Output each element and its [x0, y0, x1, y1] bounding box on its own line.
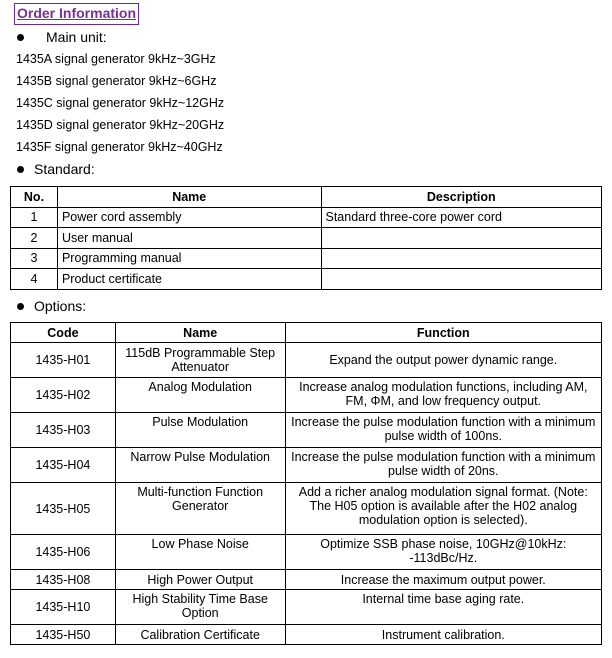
- table-cell: Add a richer analog modulation signal format. (Note: The H05 option is available after the H02 analog modulation option is selected).: [285, 483, 601, 535]
- column-header: Description: [321, 187, 602, 208]
- table-cell: Narrow Pulse Modulation: [115, 448, 285, 483]
- table-header-row: [11, 323, 602, 343]
- table-cell: [321, 228, 602, 249]
- table-row: [11, 590, 602, 625]
- table-cell: 1435-H50: [11, 625, 116, 645]
- options-heading: [14, 297, 86, 315]
- table-cell: Expand the output power dynamic range.: [285, 343, 601, 378]
- model-item: 1435A signal generator 9kHz~3GHz: [16, 52, 216, 66]
- table-cell: Programming manual: [57, 248, 321, 269]
- table-cell: Increase the maximum output power.: [285, 570, 601, 590]
- standard-heading: [14, 160, 95, 178]
- main-unit-heading: [14, 28, 107, 46]
- options-table: [10, 322, 602, 645]
- table-cell: 1435-H10: [11, 590, 116, 625]
- table-row: [11, 228, 602, 249]
- table-row: [11, 378, 602, 413]
- table-cell: 1435-H06: [11, 535, 116, 570]
- table-row: [11, 207, 602, 228]
- bullet-icon: [17, 166, 24, 173]
- page-title: Order Information: [14, 3, 139, 25]
- model-item: 1435D signal generator 9kHz~20GHz: [16, 118, 225, 132]
- model-item: 1435C signal generator 9kHz~12GHz: [16, 96, 225, 110]
- table-cell: Instrument calibration.: [285, 625, 601, 645]
- column-header: Code: [11, 323, 116, 343]
- table-cell: Power cord assembly: [57, 207, 321, 228]
- table-row: [11, 448, 602, 483]
- table-cell: 1435-H04: [11, 448, 116, 483]
- table-cell: Product certificate: [57, 269, 321, 290]
- bullet-icon: [17, 34, 24, 41]
- table-cell: 3: [11, 248, 58, 269]
- table-cell: Increase the pulse modulation function with a minimum pulse width of 100ns.: [285, 413, 601, 448]
- table-row: [11, 248, 602, 269]
- bullet-icon: [17, 303, 24, 310]
- table-row: [11, 343, 602, 378]
- table-row: [11, 535, 602, 570]
- table-cell: Optimize SSB phase noise, 10GHz@10kHz: -113dBc/Hz.: [285, 535, 601, 570]
- table-cell: 1435-H01: [11, 343, 116, 378]
- table-cell: 1435-H03: [11, 413, 116, 448]
- column-header: No.: [11, 187, 58, 208]
- table-cell: Low Phase Noise: [115, 535, 285, 570]
- table-cell: User manual: [57, 228, 321, 249]
- table-cell: [321, 269, 602, 290]
- table-cell: 1435-H05: [11, 483, 116, 535]
- standard-label: Standard:: [34, 161, 95, 177]
- main-unit-label: Main unit:: [46, 29, 107, 45]
- model-item: 1435B signal generator 9kHz~6GHz: [16, 74, 217, 88]
- table-cell: [321, 248, 602, 269]
- table-cell: 1435-H02: [11, 378, 116, 413]
- table-row: [11, 483, 602, 535]
- table-row: [11, 570, 602, 590]
- table-row: [11, 269, 602, 290]
- model-item: 1435F signal generator 9kHz~40GHz: [16, 140, 223, 154]
- options-label: Options:: [34, 298, 87, 314]
- table-cell: 1435-H08: [11, 570, 116, 590]
- table-row: [11, 413, 602, 448]
- table-cell: Pulse Modulation: [115, 413, 285, 448]
- table-row: [11, 625, 602, 645]
- table-cell: Analog Modulation: [115, 378, 285, 413]
- table-cell: 2: [11, 228, 58, 249]
- table-header-row: [11, 187, 602, 208]
- table-cell: 1: [11, 207, 58, 228]
- column-header: Name: [57, 187, 321, 208]
- standard-table: [10, 186, 602, 290]
- table-cell: High Stability Time Base Option: [115, 590, 285, 625]
- table-cell: Internal time base aging rate.: [285, 590, 601, 625]
- table-cell: Standard three-core power cord: [321, 207, 602, 228]
- column-header: Function: [285, 323, 601, 343]
- table-cell: Multi-function Function Generator: [115, 483, 285, 535]
- table-cell: Increase the pulse modulation function with a minimum pulse width of 20ns.: [285, 448, 601, 483]
- table-cell: High Power Output: [115, 570, 285, 590]
- table-cell: Increase analog modulation functions, including AM, FM, ΦM, and low frequency output.: [285, 378, 601, 413]
- table-cell: 4: [11, 269, 58, 290]
- column-header: Name: [115, 323, 285, 343]
- table-cell: 115dB Programmable Step Attenuator: [115, 343, 285, 378]
- table-cell: Calibration Certificate: [115, 625, 285, 645]
